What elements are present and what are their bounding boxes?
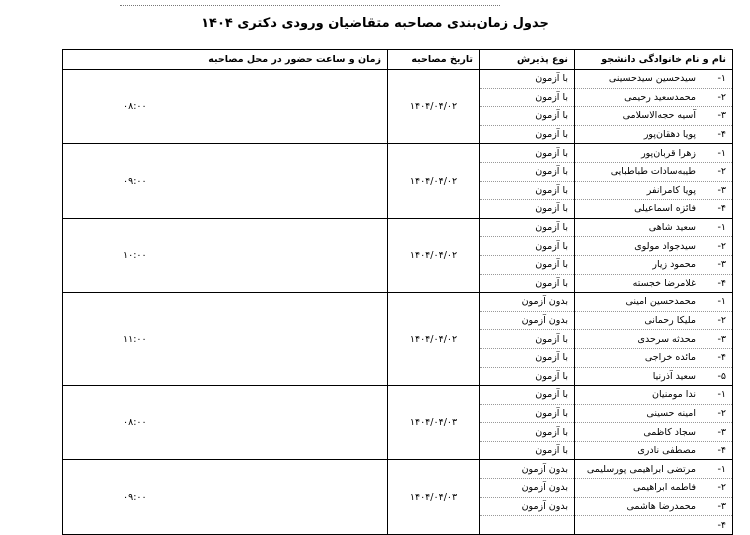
admission-type: با آزمون <box>480 200 575 219</box>
admission-type <box>480 516 575 535</box>
admission-type: با آزمون <box>480 404 575 423</box>
admission-type: بدون آزمون <box>480 497 575 516</box>
row-number: ۱- <box>717 296 726 308</box>
admission-type: با آزمون <box>480 386 575 405</box>
header-admission: نوع پذیرش <box>480 50 575 70</box>
row-number: ۲- <box>717 91 726 103</box>
admission-type: با آزمون <box>480 162 575 181</box>
interview-time: ۰۹:۰۰ <box>63 460 388 534</box>
student-name: سعید آذرنیا <box>652 370 696 382</box>
student-name-cell <box>575 88 733 107</box>
admission-type: بدون آزمون <box>480 460 575 479</box>
row-number: ۴- <box>717 277 726 289</box>
row-number: ۱- <box>717 147 726 159</box>
student-name-cell <box>575 200 733 219</box>
row-number: ۱- <box>717 73 726 85</box>
table-row <box>63 70 733 89</box>
student-name-cell <box>575 516 733 535</box>
student-name-cell <box>575 218 733 237</box>
header-time: زمان و ساعت حضور در محل مصاحبه <box>63 50 388 70</box>
row-number: ۴- <box>717 519 726 531</box>
student-name: سیدجواد مولوی <box>634 240 696 252</box>
student-name: پویا کامرانفر <box>646 184 696 196</box>
row-number: ۴- <box>717 352 726 364</box>
student-name-cell <box>575 423 733 442</box>
student-name: فاطمه ابراهیمی <box>632 482 696 494</box>
admission-type: با آزمون <box>480 330 575 349</box>
row-number: ۵- <box>717 370 726 382</box>
admission-type: با آزمون <box>480 88 575 107</box>
student-name-cell <box>575 237 733 256</box>
student-name: محمدرضا هاشمی <box>626 500 696 512</box>
row-number: ۳- <box>717 426 726 438</box>
top-header-strip <box>120 0 500 6</box>
interview-date: ۱۴۰۴/۰۴/۰۳ <box>388 460 480 534</box>
admission-type: با آزمون <box>480 367 575 386</box>
row-number: ۳- <box>717 500 726 512</box>
student-name: سجاد کاظمی <box>643 426 696 438</box>
student-name-cell <box>575 70 733 89</box>
admission-type: با آزمون <box>480 255 575 274</box>
admission-type: با آزمون <box>480 237 575 256</box>
admission-type: با آزمون <box>480 274 575 293</box>
table-row <box>63 218 733 237</box>
interview-time: ۰۸:۰۰ <box>63 70 388 144</box>
row-number: ۲- <box>717 407 726 419</box>
admission-type: با آزمون <box>480 125 575 144</box>
interview-time: ۰۸:۰۰ <box>63 386 388 460</box>
interview-date: ۱۴۰۴/۰۴/۰۲ <box>388 144 480 218</box>
admission-type: با آزمون <box>480 107 575 126</box>
row-number: ۱- <box>717 222 726 234</box>
admission-type: با آزمون <box>480 423 575 442</box>
student-name: مرتضی ابراهیمی پورسلیمی <box>586 463 696 475</box>
admission-type: بدون آزمون <box>480 311 575 330</box>
student-name: سیدحسین سیدحسینی <box>608 73 696 85</box>
student-name-cell <box>575 460 733 479</box>
admission-type: با آزمون <box>480 181 575 200</box>
student-name: محمود زیار <box>652 259 696 271</box>
student-name: محدثه سرحدی <box>637 333 696 345</box>
interview-time: ۱۰:۰۰ <box>63 218 388 292</box>
student-name: محمدسعید رحیمی <box>624 91 696 103</box>
row-number: ۳- <box>717 184 726 196</box>
row-number: ۲- <box>717 240 726 252</box>
row-number: ۴- <box>717 203 726 215</box>
student-name-cell <box>575 386 733 405</box>
student-name: محمدحسین امینی <box>625 296 696 308</box>
student-name: غلامرضا خجسته <box>632 277 696 289</box>
student-name: ندا مومنیان <box>652 389 696 401</box>
interview-date: ۱۴۰۴/۰۴/۰۲ <box>388 70 480 144</box>
student-name: مائده خراجی <box>644 352 696 364</box>
table-row <box>63 144 733 163</box>
admission-type: با آزمون <box>480 70 575 89</box>
row-number: ۳- <box>717 333 726 345</box>
page-title: جدول زمان‌بندی مصاحبه متقاضیان ورودی دکتری ۱۴۰۴ <box>201 16 549 31</box>
student-name-cell <box>575 348 733 367</box>
student-name-cell <box>575 144 733 163</box>
header-date: تاریخ مصاحبه <box>388 50 480 70</box>
student-name: ملیکا رحمانی <box>644 315 696 327</box>
header-name: نام و نام خانوادگی دانشجو <box>575 50 733 70</box>
row-number: ۴- <box>717 445 726 457</box>
student-name-cell <box>575 404 733 423</box>
student-name-cell <box>575 311 733 330</box>
row-number: ۲- <box>717 166 726 178</box>
row-number: ۴- <box>717 129 726 141</box>
admission-type: بدون آزمون <box>480 293 575 312</box>
student-name: فائزه اسماعیلی <box>634 203 696 215</box>
interview-date: ۱۴۰۴/۰۴/۰۲ <box>388 293 480 386</box>
student-name: مصطفی نادری <box>637 445 696 457</box>
row-number: ۳- <box>717 259 726 271</box>
student-name-cell <box>575 479 733 498</box>
interview-schedule-table <box>62 49 733 535</box>
table-row <box>63 460 733 479</box>
student-name-cell <box>575 274 733 293</box>
admission-type: با آزمون <box>480 348 575 367</box>
interview-date: ۱۴۰۴/۰۴/۰۳ <box>388 386 480 460</box>
student-name-cell <box>575 441 733 460</box>
row-number: ۲- <box>717 315 726 327</box>
interview-date: ۱۴۰۴/۰۴/۰۲ <box>388 218 480 292</box>
row-number: ۱- <box>717 463 726 475</box>
student-name: پویا دهقان‌پور <box>643 129 696 141</box>
student-name: سعید شاهی <box>648 222 696 234</box>
table-row <box>63 293 733 312</box>
row-number: ۳- <box>717 110 726 122</box>
student-name-cell <box>575 107 733 126</box>
student-name-cell <box>575 162 733 181</box>
table-header-row <box>63 50 733 70</box>
student-name-cell <box>575 293 733 312</box>
student-name: آسیه حجه‌الاسلامی <box>622 110 696 122</box>
row-number: ۲- <box>717 482 726 494</box>
table-row <box>63 386 733 405</box>
interview-time: ۰۹:۰۰ <box>63 144 388 218</box>
table-body <box>63 70 733 535</box>
student-name-cell <box>575 125 733 144</box>
admission-type: بدون آزمون <box>480 479 575 498</box>
student-name: زهرا قربان‌پور <box>641 147 696 159</box>
admission-type: با آزمون <box>480 218 575 237</box>
student-name-cell <box>575 330 733 349</box>
student-name: امینه حسینی <box>646 407 696 419</box>
student-name-cell <box>575 181 733 200</box>
admission-type: با آزمون <box>480 144 575 163</box>
row-number: ۱- <box>717 389 726 401</box>
student-name-cell <box>575 367 733 386</box>
student-name: طیبه‌سادات طباطبایی <box>610 166 696 178</box>
admission-type: با آزمون <box>480 441 575 460</box>
interview-time: ۱۱:۰۰ <box>63 293 388 386</box>
student-name-cell <box>575 255 733 274</box>
